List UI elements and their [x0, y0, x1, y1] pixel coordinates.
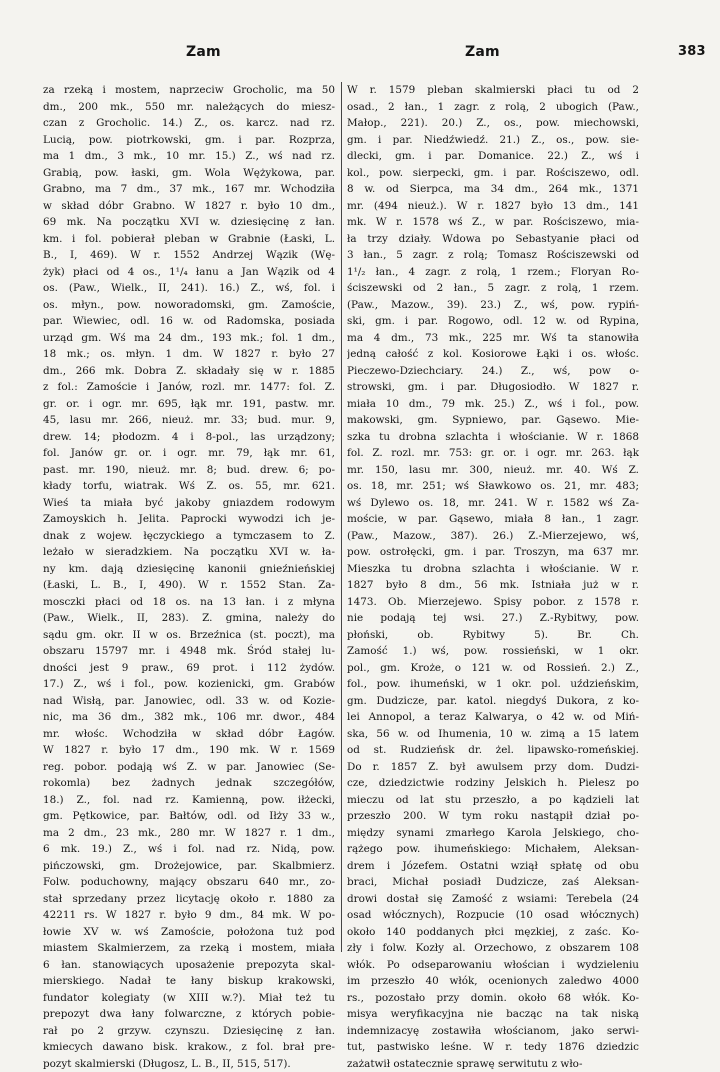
text-line: pińczowski, gm. Drożejowice, par. Skalbmierz.: [43, 858, 335, 875]
text-line: os. (Paw., Wielk., II, 241). 16.) Z., wś, fol. i: [43, 280, 335, 297]
text-line: im przeszło 40 włók, ocenionych zaledwo 4000: [347, 973, 639, 990]
text-line: ściszewski od 2 łan., 5 zagr. z rolą, 1 rzem.: [347, 280, 639, 297]
text-line: Zamoyskich h. Jelita. Paprocki wywodzi ich je-: [43, 511, 335, 528]
text-line: 18 mk.; os. młyn. 1 dm. W 1827 r. było 27: [43, 346, 335, 363]
text-line: ma 2 dm., 23 mk., 280 mr. W 1827 r. 1 dm.,: [43, 825, 335, 842]
text-line: past. mr. 190, nieuż. mr. 8; bud. drew. 6; po-: [43, 462, 335, 479]
text-line: 6 łan. stanowiących uposażenie prepozyta skal-: [43, 957, 335, 974]
text-line: zażatwił ostatecznie sprawę serwitutu z wło-: [347, 1056, 639, 1072]
text-line: rokomla) bez żadnych jednak szczegółów,: [43, 775, 335, 792]
right-text-column: [341, 82, 639, 952]
text-line: dności jest 9 praw., 69 prot. i 112 żydów.: [43, 660, 335, 677]
page-number: 383: [678, 44, 706, 59]
text-line: od st. Rudzieńsk dr. żel. lipawsko-romeńskiej.: [347, 742, 639, 759]
text-line: Zamość 1.) wś, pow. rossieński, w 1 okr.: [347, 643, 639, 660]
text-line: (Paw., Mazow., 39). 23.) Z., wś, pow. rypiń-: [347, 297, 639, 314]
text-line: drowi dostał się Zamość z wsiami: Terebela (24: [347, 891, 639, 908]
text-line: dm., 266 mk. Dobra Z. składały się w r. 1885: [43, 363, 335, 380]
text-line: ła trzy działy. Wdowa po Sebastyanie płaci od: [347, 231, 639, 248]
text-line: fol. Janów gr. or. i ogr. mr. 79, łąk mr. 61,: [43, 445, 335, 462]
text-line: os. 18, mr. 251; wś Sławkowo os. 21, mr. 483;: [347, 478, 639, 495]
text-line: kmiecych dawano bisk. krakow., z fol. brał pre-: [43, 1039, 335, 1056]
text-line: mierskiego. Nadał te łany biskup krakowski,: [43, 973, 335, 990]
text-line: Wieś ta miała być jakoby gniazdem rodowym: [43, 495, 335, 512]
text-line: fol. Z. rozl. mr. 753: gr. or. i ogr. mr. 263. łąk: [347, 445, 639, 462]
running-head-left: Zam: [186, 44, 221, 60]
text-line: tut, pastwisko leśne. W r. tedy 1876 dziedzic: [347, 1039, 639, 1056]
text-line: ski, gm. i par. Rogowo, odl. 12 w. od Rypina,: [347, 313, 639, 330]
text-line: Pieczewo-Dziechciary. 24.) Z., wś, pow o-: [347, 363, 639, 380]
text-line: 42211 rs. W 1827 r. było 9 dm., 84 mk. W po-: [43, 907, 335, 924]
text-line: mk. W r. 1578 wś Z., w par. Rościszewo, mia-: [347, 214, 639, 231]
text-line: (Łaski, L. B., I, 490). W r. 1552 Stan. Za-: [43, 577, 335, 594]
text-line: gm. Dudzicze, par. katol. niegdyś Dukora, z ko-: [347, 693, 639, 710]
text-line: indemnizacyę zostawiła włościanom, jako serwi-: [347, 1023, 639, 1040]
text-line: miała 10 dm., 79 mk. 25.) Z., wś i fol., pow.: [347, 396, 639, 413]
text-line: Mieszka tu drobna szlachta i włościanie. W r.: [347, 561, 639, 578]
text-line: km. i fol. pobierał pleban w Grabnie (Łaski, L.: [43, 231, 335, 248]
text-line: Małop., 221). 20.) Z., os., pow. miechowski,: [347, 115, 639, 132]
text-line: około 140 poddanych płci męzkiej, z zaśc. Ko-: [347, 924, 639, 941]
text-line: 18.) Z., fol. nad rz. Kamienną, pow. iłżecki,: [43, 792, 335, 809]
text-line: płoński, ob. Rybitwy 5). Br. Ch.: [347, 627, 639, 644]
text-line: włók. Po odseparowaniu włościan i wydzieleniu: [347, 957, 639, 974]
text-line: ska, 56 w. od Ihumenia, 10 w. zimą a 15 latem: [347, 726, 639, 743]
text-line: drem i Józefem. Ostatni wziął spłatę od obu: [347, 858, 639, 875]
text-line: wś Dylewo os. 18, mr. 241. W r. 1582 wś Za-: [347, 495, 639, 512]
text-line: reg. pobor. podają wś Z. w par. Janowiec (Se-: [43, 759, 335, 776]
text-line: par. Wiewiec, odl. 16 w. od Radomska, posiada: [43, 313, 335, 330]
text-line: W r. 1579 pleban skalmierski płaci tu od 2: [347, 82, 639, 99]
text-line: ma 4 dm., 73 mk., 225 mr. Wś ta stanowiła: [347, 330, 639, 347]
text-line: pozyt skalmierski (Długosz, L. B., II, 515, 517).: [43, 1056, 335, 1072]
text-line: rs., pozostało przy domin. około 68 włók. Ko-: [347, 990, 639, 1007]
text-line: stał sprzedany przez licytację około r. 1880 za: [43, 891, 335, 908]
text-line: W 1827 r. było 17 dm., 190 mk. W r. 1569: [43, 742, 335, 759]
text-line: ma 1 dm., 3 mk., 10 mr. 15.) Z., wś nad rz.: [43, 148, 335, 165]
text-line: kłady torfu, wiatrak. Wś Z. os. 55, mr. 621.: [43, 478, 335, 495]
text-line: między synami zmarłego Karola Jelskiego, cho-: [347, 825, 639, 842]
text-line: osad włócznych), Rozpucie (10 osad włócznych): [347, 907, 639, 924]
text-line: 8 w. od Sierpca, ma 34 dm., 264 mk., 1371: [347, 181, 639, 198]
text-line: 1473. Ob. Mierzejewo. Spisy pobor. z 1578 r.: [347, 594, 639, 611]
text-line: obszaru 15797 mr. i 4948 mk. Śród stałej lu-: [43, 643, 335, 660]
text-line: jedną całość z kol. Kosiorowe Łąki i os. włośc.: [347, 346, 639, 363]
text-line: mr. 150, lasu mr. 300, nieuż. mr. 40. Wś Z.: [347, 462, 639, 479]
text-line: Grabno, ma 7 dm., 37 mk., 167 mr. Wchodziła: [43, 181, 335, 198]
text-line: misya weryfikacyjna nie bacząc na tak niską: [347, 1006, 639, 1023]
text-line: w skład dóbr Grabno. W 1827 r. było 10 dm.,: [43, 198, 335, 215]
text-line: miastem Skalmierzem, za rzeką i mostem, miała: [43, 940, 335, 957]
text-line: Grabią, pow. łaski, gm. Wola Wężykowa, par.: [43, 165, 335, 182]
text-line: dm., 200 mk., 550 mr. należących do miesz-: [43, 99, 335, 116]
text-line: czan z Grocholic. 14.) Z., os. karcz. nad rz.: [43, 115, 335, 132]
text-line: leżało w sieradzkiem. Na początku XVI w. ła-: [43, 544, 335, 561]
text-line: os. młyn., pow. noworadomski, gm. Zamoście,: [43, 297, 335, 314]
left-text-column: [43, 82, 335, 1072]
text-line: makowski, gm. Sypniewo, par. Gąsewo. Mie-: [347, 412, 639, 429]
text-line: braci, Michał posiadł Dudzicze, zaś Aleksan-: [347, 874, 639, 891]
text-line: gm. Pętkowice, par. Bałtów, odl. od Iłży 33 w.,: [43, 808, 335, 825]
text-line: żyk) płaci od 4 os., 1¹/₄ łanu a Jan Wązik od 4: [43, 264, 335, 281]
text-line: (Paw., Wielk., II, 283). Z. gmina, należy do: [43, 610, 335, 627]
text-line: 17.) Z., wś i fol., pow. kozienicki, gm. Grabów: [43, 676, 335, 693]
running-head-right: Zam: [465, 44, 500, 60]
text-line: moście, w par. Gąsewo, miała 8 łan., 1 zagr.: [347, 511, 639, 528]
text-line: nic, ma 36 dm., 382 mk., 106 mr. dwor., 484: [43, 709, 335, 726]
text-line: mosczki płaci od 18 os. na 13 łan. i z młyna: [43, 594, 335, 611]
text-line: zły i folw. Kozły al. Orzechowo, z obszarem 108: [347, 940, 639, 957]
text-line: 69 mk. Na początku XVI w. dziesięcinę z łan.: [43, 214, 335, 231]
text-line: fol., pow. ihumeński, w 1 okr. pol. uździeńskim,: [347, 676, 639, 693]
text-line: B., I, 469). W r. 1552 Andrzej Wązik (Wę-: [43, 247, 335, 264]
text-line: (Paw., Mazow., 387). 26.) Z.-Mierzejewo, wś,: [347, 528, 639, 545]
text-line: z fol.: Zamoście i Janów, rozl. mr. 1477: fol. Z.: [43, 379, 335, 396]
text-line: pow. ostrołęcki, gm. i par. Troszyn, ma 637 mr.: [347, 544, 639, 561]
text-line: Do r. 1857 Z. był awulsem przy dom. Dudzi-: [347, 759, 639, 776]
text-line: mr. włośc. Wchodziła w skład dóbr Łagów.: [43, 726, 335, 743]
text-line: fundator kolegiaty (w XIII w.?). Miał też tu: [43, 990, 335, 1007]
text-line: 1827 było 8 dm., 56 mk. Istniała już w r.: [347, 577, 639, 594]
text-line: ny km. dają dziesięcinę kanonii gnieźnieńskiej: [43, 561, 335, 578]
text-line: Lucią, pow. piotrkowski, gm. i par. Rozprza,: [43, 132, 335, 149]
text-line: nie podają tej wsi. 27.) Z.-Rybitwy, pow.: [347, 610, 639, 627]
text-line: Folw. poduchowny, mający obszaru 640 mr., zo-: [43, 874, 335, 891]
text-line: przeszło 200. W tym roku nastąpił dział po-: [347, 808, 639, 825]
text-line: sądu gm. okr. II w os. Brzeźnica (st. poczt), ma: [43, 627, 335, 644]
text-line: mr. (494 nieuż.). W r. 1827 było 13 dm., 141: [347, 198, 639, 215]
text-line: cze, dziedzictwie rodziny Jelskich h. Pielesz po: [347, 775, 639, 792]
text-line: 1¹/₂ łan., 4 zagr. z rolą, 1 rzem.; Floryan Ro-: [347, 264, 639, 281]
text-line: za rzeką i mostem, naprzeciw Grocholic, ma 50: [43, 82, 335, 99]
text-line: mieczu od lat stu przeszło, a po kądzieli lat: [347, 792, 639, 809]
text-line: strowski, gm. i par. Długosiodło. W 1827 r.: [347, 379, 639, 396]
text-line: drew. 14; płodozm. 4 i 8-pol., las urządzony;: [43, 429, 335, 446]
text-line: gm. i par. Niedźwiedź. 21.) Z., os., pow. sie-: [347, 132, 639, 149]
text-line: nad Wisłą, par. Janowiec, odl. 33 w. od Kozie-: [43, 693, 335, 710]
text-line: prepozyt dwa łany folwarczne, z których pobie-: [43, 1006, 335, 1023]
text-line: lei Annopol, a teraz Kalwarya, o 42 w. od Miń-: [347, 709, 639, 726]
text-line: szka tu drobna szlachta i włościanie. W r. 1868: [347, 429, 639, 446]
text-line: rążego pow. ihumeńskiego: Michałem, Aleksan-: [347, 841, 639, 858]
text-line: 3 łan., 5 zagr. z rolą; Tomasz Rościszewski od: [347, 247, 639, 264]
text-line: osad., 2 łan., 1 zagr. z rolą, 2 ubogich (Paw.,: [347, 99, 639, 116]
text-line: dnak z wojew. łęczyckiego a tymczasem to Z.: [43, 528, 335, 545]
text-line: dlecki, gm. i par. Domanice. 22.) Z., wś i: [347, 148, 639, 165]
text-line: rał po 2 grzyw. czynszu. Dziesięcinę z łan.: [43, 1023, 335, 1040]
text-line: gr. or. i ogr. mr. 695, łąk mr. 191, pastw. mr.: [43, 396, 335, 413]
text-line: kol., pow. sierpecki, gm. i par. Rościszewo, odl.: [347, 165, 639, 182]
text-line: łowie XV w. wś Zamoście, położona tuż pod: [43, 924, 335, 941]
text-line: 45, lasu mr. 266, nieuż. mr. 33; bud. mur. 9,: [43, 412, 335, 429]
text-line: pol., gm. Kroże, o 121 w. od Rossień. 2.) Z.,: [347, 660, 639, 677]
text-line: urząd gm. Wś ma 24 dm., 193 mk.; fol. 1 dm.,: [43, 330, 335, 347]
text-line: 6 mk. 19.) Z., wś i fol. nad rz. Nidą, pow.: [43, 841, 335, 858]
